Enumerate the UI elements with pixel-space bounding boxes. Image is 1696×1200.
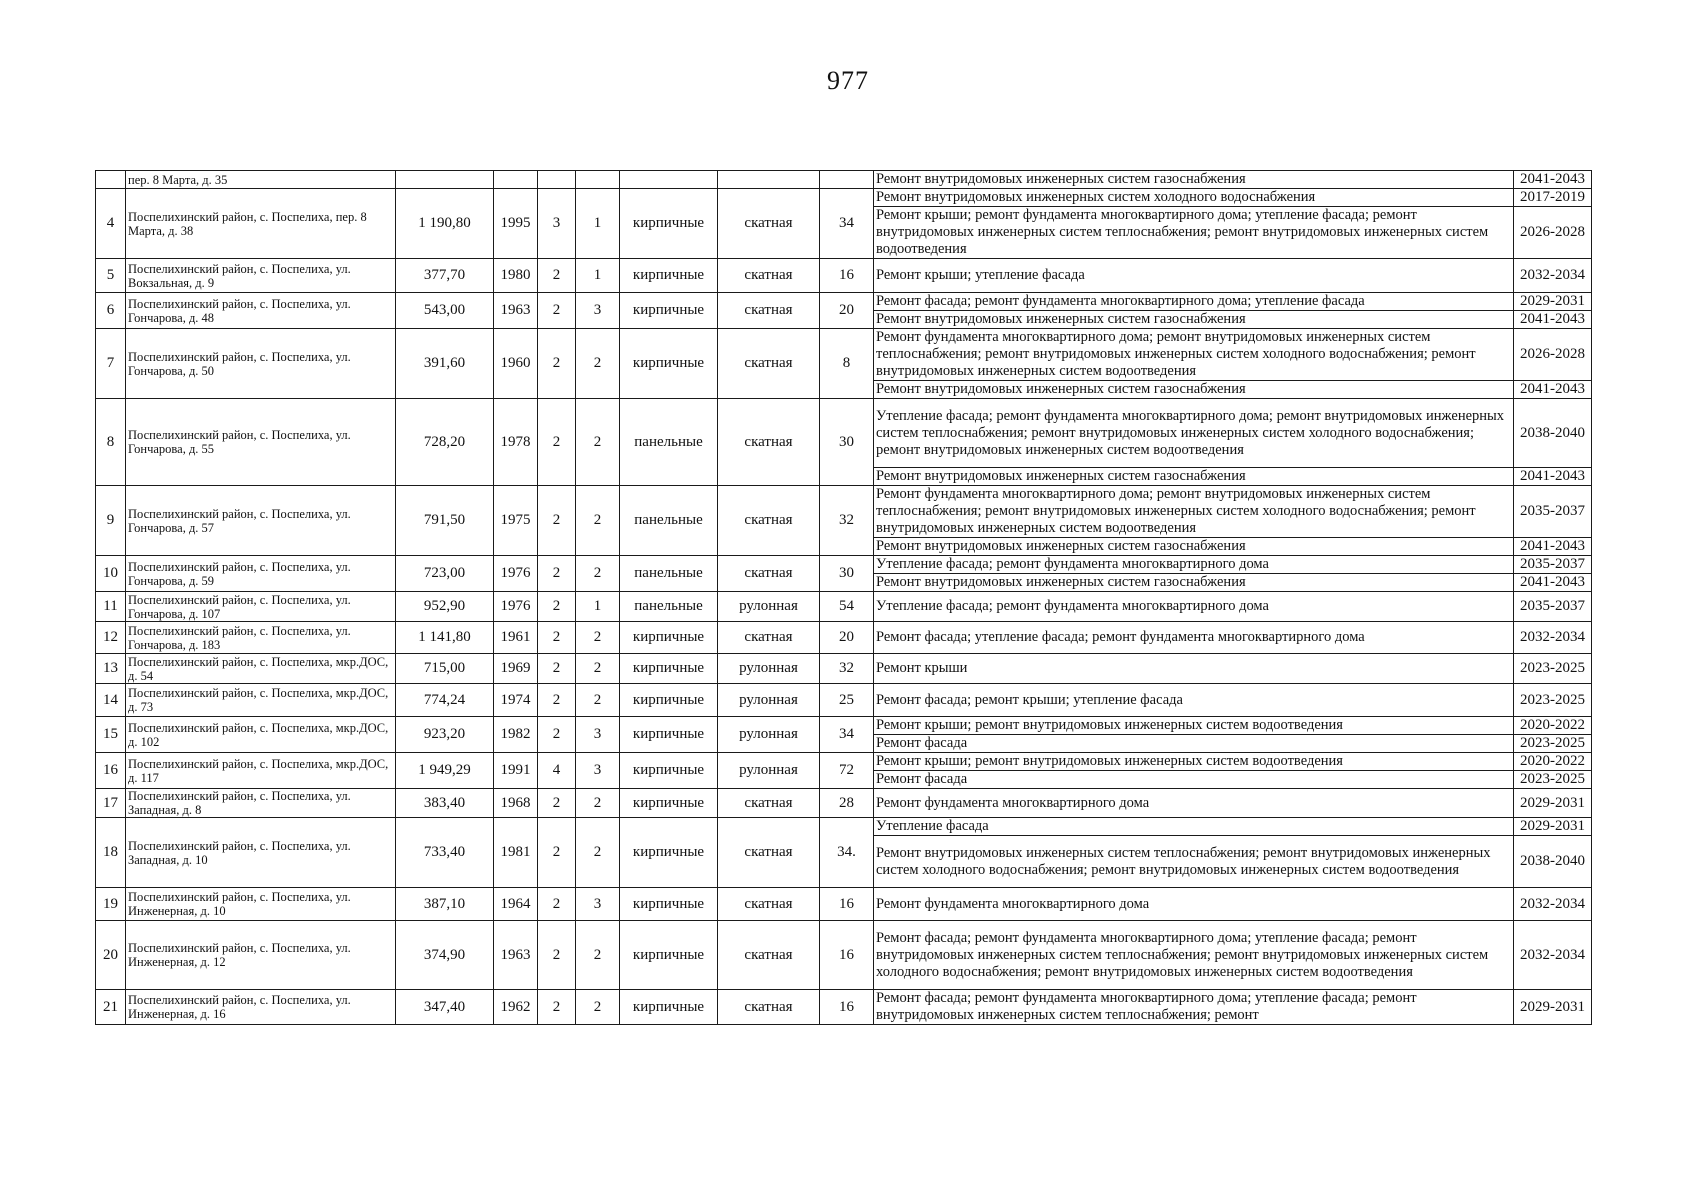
resident-count: 34 <box>820 717 874 753</box>
work-description: Ремонт фундамента многоквартирного дома; ремонт внутридомовых инженерных систем теплоснабжения; ремонт внутридомовых инженерных систем холодного водоснабжения; ремонт внутридомовых инженерных систем водоотведения <box>874 329 1514 381</box>
floor-count: 2 <box>538 717 576 753</box>
table-row <box>96 486 1592 538</box>
house-area: 391,60 <box>396 329 494 399</box>
house-area: 383,40 <box>396 789 494 818</box>
row-number: 12 <box>96 622 126 654</box>
resident-count: 8 <box>820 329 874 399</box>
work-period: 2029-2031 <box>1514 789 1592 818</box>
resident-count: 25 <box>820 684 874 717</box>
wall-material: кирпичные <box>620 189 718 259</box>
house-address: Поспелихинский район, с. Поспелиха, мкр.ДОС, д. 102 <box>126 717 396 753</box>
house-area: 377,70 <box>396 259 494 293</box>
work-description: Утепление фасада <box>874 818 1514 836</box>
table-row <box>96 888 1592 921</box>
house-address: Поспелихинский район, с. Поспелиха, ул. Западная, д. 8 <box>126 789 396 818</box>
table-row <box>96 293 1592 311</box>
house-address: Поспелихинский район, с. Поспелиха, ул. Гончарова, д. 107 <box>126 592 396 622</box>
house-address: Поспелихинский район, с. Поспелиха, мкр.ДОС, д. 54 <box>126 654 396 684</box>
work-description: Утепление фасада; ремонт фундамента многоквартирного дома <box>874 556 1514 574</box>
house-area: 1 949,29 <box>396 753 494 789</box>
resident-count: 32 <box>820 654 874 684</box>
resident-count: 32 <box>820 486 874 556</box>
house-address: Поспелихинский район, с. Поспелиха, ул. Гончарова, д. 59 <box>126 556 396 592</box>
house-area: 733,40 <box>396 818 494 888</box>
roof-type: рулонная <box>718 592 820 622</box>
entrance-count: 2 <box>576 556 620 592</box>
entrance-count: 1 <box>576 592 620 622</box>
table-row <box>96 622 1592 654</box>
work-description: Утепление фасада; ремонт фундамента многоквартирного дома; ремонт внутридомовых инженерных систем теплоснабжения; ремонт внутридомовых инженерных систем холодного водоснабжения; ремонт внутридомовых инженерных систем водоотведения <box>874 399 1514 468</box>
table-row <box>96 556 1592 574</box>
row-number <box>96 171 126 189</box>
house-area: 774,24 <box>396 684 494 717</box>
floor-count: 2 <box>538 684 576 717</box>
entrance-count: 1 <box>576 189 620 259</box>
work-period: 2029-2031 <box>1514 990 1592 1025</box>
work-description: Ремонт крыши; ремонт внутридомовых инженерных систем водоотведения <box>874 717 1514 735</box>
floor-count: 2 <box>538 556 576 592</box>
build-year: 1962 <box>494 990 538 1025</box>
work-description: Ремонт внутридомовых инженерных систем газоснабжения <box>874 574 1514 592</box>
work-period: 2020-2022 <box>1514 753 1592 771</box>
resident-count: 54 <box>820 592 874 622</box>
wall-material: кирпичные <box>620 990 718 1025</box>
wall-material: кирпичные <box>620 789 718 818</box>
house-address: Поспелихинский район, с. Поспелиха, ул. Вокзальная, д. 9 <box>126 259 396 293</box>
floor-count: 2 <box>538 259 576 293</box>
entrance-count: 2 <box>576 654 620 684</box>
work-description: Утепление фасада; ремонт фундамента многоквартирного дома <box>874 592 1514 622</box>
build-year: 1978 <box>494 399 538 486</box>
floor-count: 3 <box>538 189 576 259</box>
row-number: 6 <box>96 293 126 329</box>
house-address: Поспелихинский район, с. Поспелиха, ул. Инженерная, д. 10 <box>126 888 396 921</box>
work-period: 2041-2043 <box>1514 538 1592 556</box>
work-period: 2041-2043 <box>1514 381 1592 399</box>
roof-type: скатная <box>718 486 820 556</box>
work-description: Ремонт фасада; ремонт фундамента многоквартирного дома; утепление фасада <box>874 293 1514 311</box>
work-period: 2041-2043 <box>1514 171 1592 189</box>
work-description: Ремонт фундамента многоквартирного дома; ремонт внутридомовых инженерных систем теплоснабжения; ремонт внутридомовых инженерных систем холодного водоснабжения; ремонт внутридомовых инженерных систем водоотведения <box>874 486 1514 538</box>
house-area: 1 141,80 <box>396 622 494 654</box>
table-row <box>96 592 1592 622</box>
work-description: Ремонт фасада; утепление фасада; ремонт фундамента многоквартирного дома <box>874 622 1514 654</box>
work-period: 2029-2031 <box>1514 818 1592 836</box>
work-description: Ремонт крыши; утепление фасада <box>874 259 1514 293</box>
wall-material: кирпичные <box>620 888 718 921</box>
wall-material: кирпичные <box>620 921 718 990</box>
build-year: 1981 <box>494 818 538 888</box>
roof-type: скатная <box>718 259 820 293</box>
entrance-count: 2 <box>576 684 620 717</box>
registry-body <box>96 171 1592 1025</box>
floor-count: 2 <box>538 329 576 399</box>
roof-type: рулонная <box>718 684 820 717</box>
row-number: 8 <box>96 399 126 486</box>
work-period: 2035-2037 <box>1514 556 1592 574</box>
work-period: 2032-2034 <box>1514 259 1592 293</box>
resident-count: 30 <box>820 556 874 592</box>
row-number: 7 <box>96 329 126 399</box>
row-number: 21 <box>96 990 126 1025</box>
row-number: 15 <box>96 717 126 753</box>
entrance-count: 2 <box>576 399 620 486</box>
work-period: 2023-2025 <box>1514 735 1592 753</box>
house-area: 791,50 <box>396 486 494 556</box>
build-year: 1969 <box>494 654 538 684</box>
build-year: 1976 <box>494 592 538 622</box>
table-row <box>96 684 1592 717</box>
table-row <box>96 329 1592 381</box>
work-description: Ремонт фундамента многоквартирного дома <box>874 888 1514 921</box>
build-year: 1980 <box>494 259 538 293</box>
work-period: 2023-2025 <box>1514 771 1592 789</box>
work-description: Ремонт внутридомовых инженерных систем газоснабжения <box>874 468 1514 486</box>
table-row <box>96 717 1592 735</box>
resident-count: 34 <box>820 189 874 259</box>
roof-type: скатная <box>718 293 820 329</box>
build-year: 1975 <box>494 486 538 556</box>
resident-count: 16 <box>820 259 874 293</box>
table-row <box>96 789 1592 818</box>
wall-material: панельные <box>620 486 718 556</box>
work-period: 2041-2043 <box>1514 311 1592 329</box>
house-area: 347,40 <box>396 990 494 1025</box>
house-address: Поспелихинский район, с. Поспелиха, ул. Западная, д. 10 <box>126 818 396 888</box>
build-year: 1963 <box>494 921 538 990</box>
row-number: 10 <box>96 556 126 592</box>
row-number: 14 <box>96 684 126 717</box>
resident-count: 72 <box>820 753 874 789</box>
wall-material: панельные <box>620 592 718 622</box>
wall-material: кирпичные <box>620 684 718 717</box>
entrance-count: 2 <box>576 921 620 990</box>
work-description: Ремонт крыши; ремонт фундамента многоквартирного дома; утепление фасада; ремонт внутридомовых инженерных систем теплоснабжения; ремонт внутридомовых инженерных систем водоотведения <box>874 207 1514 259</box>
work-description: Ремонт фасада; ремонт крыши; утепление фасада <box>874 684 1514 717</box>
work-description: Ремонт фасада; ремонт фундамента многоквартирного дома; утепление фасада; ремонт внутридомовых инженерных систем теплоснабжения; ремонт <box>874 990 1514 1025</box>
build-year: 1961 <box>494 622 538 654</box>
floor-count: 2 <box>538 293 576 329</box>
build-year: 1964 <box>494 888 538 921</box>
house-address: пер. 8 Марта, д. 35 <box>126 171 396 189</box>
work-period: 2023-2025 <box>1514 654 1592 684</box>
resident-count <box>820 171 874 189</box>
wall-material: панельные <box>620 399 718 486</box>
work-description: Ремонт фасада <box>874 735 1514 753</box>
roof-type: скатная <box>718 789 820 818</box>
wall-material: кирпичные <box>620 329 718 399</box>
floor-count: 2 <box>538 818 576 888</box>
work-description: Ремонт внутридомовых инженерных систем газоснабжения <box>874 538 1514 556</box>
house-address: Поспелихинский район, с. Поспелиха, мкр.ДОС, д. 73 <box>126 684 396 717</box>
floor-count: 2 <box>538 399 576 486</box>
floor-count: 2 <box>538 789 576 818</box>
work-period: 2032-2034 <box>1514 921 1592 990</box>
work-period: 2017-2019 <box>1514 189 1592 207</box>
house-area: 952,90 <box>396 592 494 622</box>
resident-count: 20 <box>820 622 874 654</box>
build-year: 1982 <box>494 717 538 753</box>
wall-material: кирпичные <box>620 717 718 753</box>
wall-material <box>620 171 718 189</box>
entrance-count: 2 <box>576 622 620 654</box>
entrance-count <box>576 171 620 189</box>
entrance-count: 3 <box>576 888 620 921</box>
work-period: 2029-2031 <box>1514 293 1592 311</box>
roof-type: рулонная <box>718 753 820 789</box>
work-period: 2020-2022 <box>1514 717 1592 735</box>
roof-type: скатная <box>718 921 820 990</box>
work-period: 2026-2028 <box>1514 207 1592 259</box>
roof-type: скатная <box>718 556 820 592</box>
work-period: 2026-2028 <box>1514 329 1592 381</box>
resident-count: 16 <box>820 990 874 1025</box>
floor-count <box>538 171 576 189</box>
entrance-count: 2 <box>576 818 620 888</box>
roof-type: скатная <box>718 399 820 486</box>
row-number: 17 <box>96 789 126 818</box>
roof-type: скатная <box>718 990 820 1025</box>
work-description: Ремонт внутридомовых инженерных систем газоснабжения <box>874 381 1514 399</box>
work-description: Ремонт фасада; ремонт фундамента многоквартирного дома; утепление фасада; ремонт внутридомовых инженерных систем теплоснабжения; ремонт внутридомовых инженерных систем холодного водоснабжения; ремонт внутридомовых инженерных систем водоотведения <box>874 921 1514 990</box>
work-description: Ремонт фасада <box>874 771 1514 789</box>
row-number: 13 <box>96 654 126 684</box>
work-period: 2038-2040 <box>1514 836 1592 888</box>
build-year: 1995 <box>494 189 538 259</box>
work-period: 2035-2037 <box>1514 592 1592 622</box>
row-number: 18 <box>96 818 126 888</box>
floor-count: 2 <box>538 486 576 556</box>
roof-type <box>718 171 820 189</box>
work-description: Ремонт крыши <box>874 654 1514 684</box>
wall-material: кирпичные <box>620 293 718 329</box>
house-address: Поспелихинский район, с. Поспелиха, ул. Гончарова, д. 55 <box>126 399 396 486</box>
entrance-count: 3 <box>576 293 620 329</box>
table-row <box>96 654 1592 684</box>
roof-type: скатная <box>718 818 820 888</box>
build-year: 1968 <box>494 789 538 818</box>
resident-count: 20 <box>820 293 874 329</box>
work-period: 2035-2037 <box>1514 486 1592 538</box>
build-year: 1960 <box>494 329 538 399</box>
roof-type: скатная <box>718 622 820 654</box>
floor-count: 4 <box>538 753 576 789</box>
house-area: 1 190,80 <box>396 189 494 259</box>
row-number: 4 <box>96 189 126 259</box>
resident-count: 16 <box>820 921 874 990</box>
work-period: 2023-2025 <box>1514 684 1592 717</box>
work-description: Ремонт крыши; ремонт внутридомовых инженерных систем водоотведения <box>874 753 1514 771</box>
work-period: 2041-2043 <box>1514 574 1592 592</box>
resident-count: 28 <box>820 789 874 818</box>
resident-count: 30 <box>820 399 874 486</box>
floor-count: 2 <box>538 622 576 654</box>
floor-count: 2 <box>538 990 576 1025</box>
house-area: 387,10 <box>396 888 494 921</box>
house-address: Поспелихинский район, с. Поспелиха, ул. Гончарова, д. 48 <box>126 293 396 329</box>
floor-count: 2 <box>538 592 576 622</box>
row-number: 19 <box>96 888 126 921</box>
entrance-count: 1 <box>576 259 620 293</box>
table-row <box>96 259 1592 293</box>
house-address: Поспелихинский район, с. Поспелиха, пер. 8 Марта, д. 38 <box>126 189 396 259</box>
house-area: 723,00 <box>396 556 494 592</box>
build-year <box>494 171 538 189</box>
house-address: Поспелихинский район, с. Поспелиха, ул. Гончарова, д. 50 <box>126 329 396 399</box>
resident-count: 34. <box>820 818 874 888</box>
row-number: 11 <box>96 592 126 622</box>
house-address: Поспелихинский район, с. Поспелиха, ул. Гончарова, д. 57 <box>126 486 396 556</box>
page-number: 977 <box>827 66 869 95</box>
roof-type: скатная <box>718 189 820 259</box>
wall-material: кирпичные <box>620 818 718 888</box>
resident-count: 16 <box>820 888 874 921</box>
house-address: Поспелихинский район, с. Поспелиха, мкр.ДОС, д. 117 <box>126 753 396 789</box>
work-description: Ремонт внутридомовых инженерных систем холодного водоснабжения <box>874 189 1514 207</box>
registry-table <box>95 170 1592 1025</box>
wall-material: кирпичные <box>620 622 718 654</box>
roof-type: рулонная <box>718 717 820 753</box>
roof-type: рулонная <box>718 654 820 684</box>
table-row <box>96 753 1592 771</box>
work-description: Ремонт внутридомовых инженерных систем газоснабжения <box>874 311 1514 329</box>
wall-material: кирпичные <box>620 259 718 293</box>
work-period: 2038-2040 <box>1514 399 1592 468</box>
house-area: 923,20 <box>396 717 494 753</box>
entrance-count: 3 <box>576 717 620 753</box>
roof-type: скатная <box>718 329 820 399</box>
house-address: Поспелихинский район, с. Поспелиха, ул. Инженерная, д. 16 <box>126 990 396 1025</box>
wall-material: кирпичные <box>620 654 718 684</box>
wall-material: панельные <box>620 556 718 592</box>
floor-count: 2 <box>538 654 576 684</box>
work-period: 2032-2034 <box>1514 888 1592 921</box>
work-description: Ремонт внутридомовых инженерных систем газоснабжения <box>874 171 1514 189</box>
house-area <box>396 171 494 189</box>
build-year: 1963 <box>494 293 538 329</box>
table-row <box>96 399 1592 468</box>
house-area: 728,20 <box>396 399 494 486</box>
table-row <box>96 171 1592 189</box>
work-period: 2032-2034 <box>1514 622 1592 654</box>
entrance-count: 2 <box>576 329 620 399</box>
row-number: 20 <box>96 921 126 990</box>
entrance-count: 3 <box>576 753 620 789</box>
work-period: 2041-2043 <box>1514 468 1592 486</box>
row-number: 9 <box>96 486 126 556</box>
table-row <box>96 818 1592 836</box>
build-year: 1974 <box>494 684 538 717</box>
wall-material: кирпичные <box>620 753 718 789</box>
floor-count: 2 <box>538 888 576 921</box>
build-year: 1991 <box>494 753 538 789</box>
roof-type: скатная <box>718 888 820 921</box>
work-description: Ремонт внутридомовых инженерных систем теплоснабжения; ремонт внутридомовых инженерных систем холодного водоснабжения; ремонт внутридомовых инженерных систем водоотведения <box>874 836 1514 888</box>
build-year: 1976 <box>494 556 538 592</box>
work-description: Ремонт фундамента многоквартирного дома <box>874 789 1514 818</box>
house-area: 374,90 <box>396 921 494 990</box>
floor-count: 2 <box>538 921 576 990</box>
entrance-count: 2 <box>576 789 620 818</box>
row-number: 5 <box>96 259 126 293</box>
table-row <box>96 990 1592 1025</box>
table-row <box>96 921 1592 990</box>
house-area: 543,00 <box>396 293 494 329</box>
house-address: Поспелихинский район, с. Поспелиха, ул. Гончарова, д. 183 <box>126 622 396 654</box>
entrance-count: 2 <box>576 486 620 556</box>
entrance-count: 2 <box>576 990 620 1025</box>
house-area: 715,00 <box>396 654 494 684</box>
table-row <box>96 189 1592 207</box>
row-number: 16 <box>96 753 126 789</box>
house-address: Поспелихинский район, с. Поспелиха, ул. Инженерная, д. 12 <box>126 921 396 990</box>
